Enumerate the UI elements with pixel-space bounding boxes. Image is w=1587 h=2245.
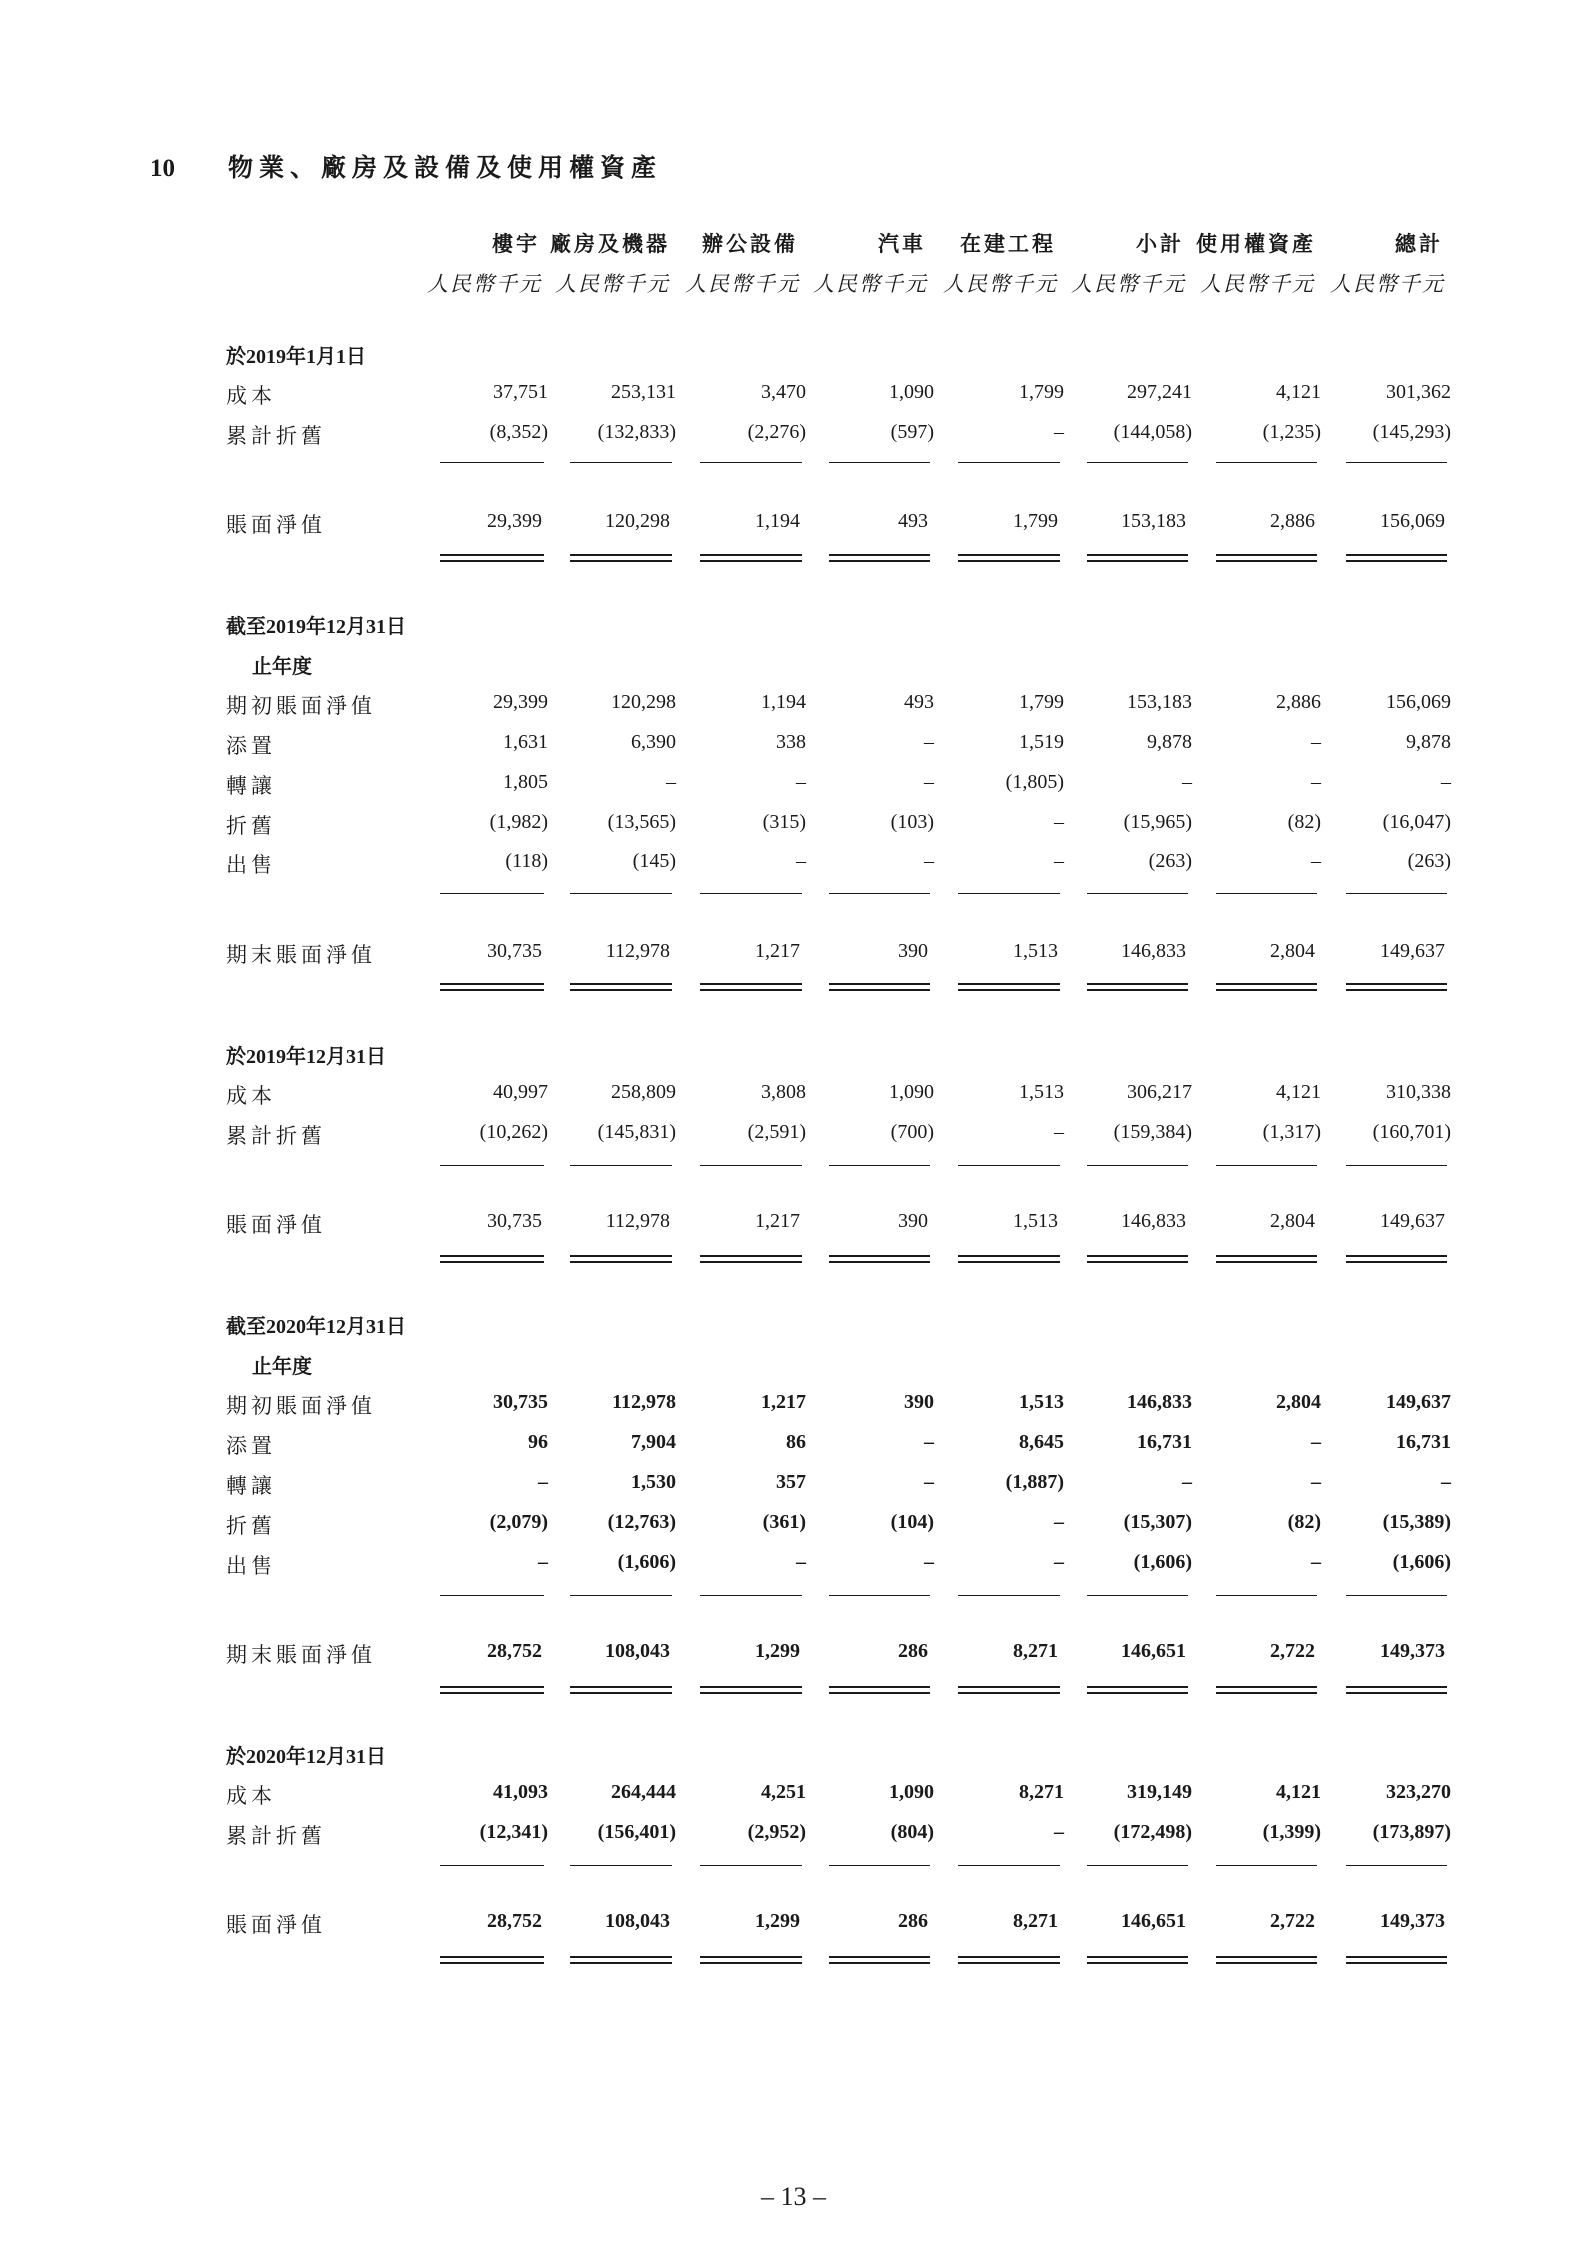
table-cell: –: [1054, 1121, 1064, 1143]
table-cell: –: [1054, 421, 1064, 443]
table-cell: 4,251: [761, 1781, 806, 1803]
table-cell: 493: [904, 691, 934, 713]
table-cell: 8,271: [1019, 1781, 1064, 1803]
table-cell: 7,904: [631, 1431, 676, 1453]
row-label: 折舊: [226, 1514, 276, 1538]
subtotal-rule: [700, 1865, 802, 1866]
table-cell: 4,121: [1276, 381, 1321, 403]
total-cell: 286: [898, 1640, 928, 1662]
total-cell: 1,299: [755, 1910, 800, 1932]
column-unit: 人民幣千元: [943, 272, 1058, 296]
table-cell: (700): [890, 1121, 934, 1143]
section-title: 於2019年12月31日: [226, 1046, 386, 1068]
table-cell: (145): [632, 850, 676, 872]
total-cell: 153,183: [1121, 510, 1186, 532]
table-cell: 1,090: [889, 1781, 934, 1803]
subtotal-rule: [570, 1165, 672, 1166]
table-cell: (1,805): [1005, 771, 1064, 793]
double-rule: [440, 1255, 544, 1263]
table-cell: (263): [1148, 850, 1192, 872]
table-cell: (8,352): [489, 421, 548, 443]
total-cell: 493: [898, 510, 928, 532]
table-cell: (2,276): [747, 421, 806, 443]
total-cell: 390: [898, 940, 928, 962]
subtotal-rule: [700, 1165, 802, 1166]
total-cell: 30,735: [487, 940, 542, 962]
table-cell: –: [1311, 1471, 1321, 1493]
row-label: 成本: [226, 1784, 276, 1808]
double-rule: [570, 1255, 672, 1263]
subtotal-rule: [440, 1595, 544, 1596]
table-cell: –: [924, 1471, 934, 1493]
double-rule: [700, 1255, 802, 1263]
table-cell: 1,799: [1019, 691, 1064, 713]
total-cell: 149,637: [1380, 1210, 1445, 1232]
row-label: 累計折舊: [226, 424, 326, 448]
table-cell: (144,058): [1113, 421, 1192, 443]
double-rule: [958, 1255, 1060, 1263]
table-cell: –: [1311, 850, 1321, 872]
total-cell: 149,373: [1380, 1640, 1445, 1662]
table-cell: (2,591): [747, 1121, 806, 1143]
double-rule: [440, 554, 544, 562]
double-rule: [1216, 983, 1317, 991]
table-cell: (1,606): [1133, 1551, 1192, 1573]
total-cell: 286: [898, 1910, 928, 1932]
table-cell: (1,317): [1262, 1121, 1321, 1143]
subtotal-rule: [1087, 893, 1188, 894]
double-rule: [1346, 554, 1447, 562]
double-rule: [958, 983, 1060, 991]
table-cell: –: [538, 1471, 548, 1493]
table-cell: (1,235): [1262, 421, 1321, 443]
column-unit: 人民幣千元: [1200, 272, 1315, 296]
subtotal-rule: [1346, 1165, 1447, 1166]
table-cell: 1,090: [889, 381, 934, 403]
double-rule: [958, 1686, 1060, 1694]
section-subtitle: 止年度: [252, 656, 312, 678]
double-rule: [570, 554, 672, 562]
double-rule: [1216, 1255, 1317, 1263]
table-cell: 4,121: [1276, 1081, 1321, 1103]
column-header: 總計: [1395, 232, 1443, 256]
table-cell: 112,978: [612, 1391, 676, 1413]
table-cell: –: [796, 1551, 806, 1573]
table-cell: 2,804: [1276, 1391, 1321, 1413]
double-rule: [1346, 1686, 1447, 1694]
table-cell: –: [924, 771, 934, 793]
table-cell: 8,645: [1019, 1431, 1064, 1453]
total-cell: 1,217: [755, 1210, 800, 1232]
table-cell: 301,362: [1386, 381, 1451, 403]
subtotal-rule: [958, 1865, 1060, 1866]
double-rule: [1087, 983, 1188, 991]
subtotal-rule: [958, 462, 1060, 463]
table-cell: 1,513: [1019, 1391, 1064, 1413]
total-cell: 2,886: [1270, 510, 1315, 532]
subtotal-rule: [829, 893, 930, 894]
double-rule: [1346, 1956, 1447, 1964]
subtotal-rule: [440, 462, 544, 463]
table-cell: (263): [1407, 850, 1451, 872]
total-cell: 2,722: [1270, 1910, 1315, 1932]
section-title: 於2019年1月1日: [226, 346, 366, 368]
table-cell: 1,530: [631, 1471, 676, 1493]
table-cell: (12,341): [479, 1821, 548, 1843]
table-cell: –: [1054, 1821, 1064, 1843]
subtotal-rule: [1087, 462, 1188, 463]
table-cell: (103): [890, 811, 934, 833]
double-rule: [700, 1686, 802, 1694]
column-header: 汽車: [878, 232, 926, 256]
row-label: 添置: [226, 734, 276, 758]
table-cell: –: [538, 1551, 548, 1573]
subtotal-rule: [1216, 462, 1317, 463]
table-cell: (15,389): [1382, 1511, 1451, 1533]
table-cell: 319,149: [1127, 1781, 1192, 1803]
total-cell: 1,799: [1013, 510, 1058, 532]
double-rule: [1087, 1686, 1188, 1694]
table-cell: 297,241: [1127, 381, 1192, 403]
total-cell: 146,833: [1121, 940, 1186, 962]
table-cell: (15,307): [1123, 1511, 1192, 1533]
double-rule: [1216, 1956, 1317, 1964]
row-label: 期末賬面淨值: [226, 943, 376, 967]
table-cell: 1,799: [1019, 381, 1064, 403]
column-header: 小計: [1136, 232, 1184, 256]
table-cell: 1,805: [503, 771, 548, 793]
total-cell: 2,804: [1270, 1210, 1315, 1232]
total-cell: 8,271: [1013, 1910, 1058, 1932]
double-rule: [1087, 554, 1188, 562]
subtotal-rule: [700, 462, 802, 463]
table-cell: (159,384): [1113, 1121, 1192, 1143]
double-rule: [1087, 1255, 1188, 1263]
row-label: 期末賬面淨值: [226, 1643, 376, 1667]
table-cell: (160,701): [1372, 1121, 1451, 1143]
subtotal-rule: [1087, 1165, 1188, 1166]
total-cell: 30,735: [487, 1210, 542, 1232]
table-cell: (2,079): [489, 1511, 548, 1533]
double-rule: [1216, 1686, 1317, 1694]
subtotal-rule: [440, 893, 544, 894]
table-cell: 149,637: [1386, 1391, 1451, 1413]
table-cell: (156,401): [597, 1821, 676, 1843]
subtotal-rule: [1346, 1595, 1447, 1596]
total-cell: 1,299: [755, 1640, 800, 1662]
double-rule: [440, 1956, 544, 1964]
table-cell: 1,513: [1019, 1081, 1064, 1103]
subtotal-rule: [570, 462, 672, 463]
table-cell: 86: [786, 1431, 806, 1453]
subtotal-rule: [1087, 1595, 1188, 1596]
section-title: 於2020年12月31日: [226, 1746, 386, 1768]
row-label: 折舊: [226, 814, 276, 838]
table-cell: 40,997: [493, 1081, 548, 1103]
subtotal-rule: [1216, 1165, 1317, 1166]
table-cell: 1,217: [761, 1391, 806, 1413]
table-cell: 253,131: [611, 381, 676, 403]
note-title: 物業、廠房及設備及使用權資產: [228, 155, 663, 182]
row-label: 賬面淨值: [226, 1213, 326, 1237]
table-cell: 3,808: [761, 1081, 806, 1103]
subtotal-rule: [1346, 1865, 1447, 1866]
subtotal-rule: [958, 1595, 1060, 1596]
subtotal-rule: [958, 1165, 1060, 1166]
subtotal-rule: [700, 893, 802, 894]
total-cell: 1,513: [1013, 1210, 1058, 1232]
table-cell: –: [1054, 1551, 1064, 1573]
table-cell: –: [1054, 1511, 1064, 1533]
page-number: – 13 –: [761, 2182, 826, 2211]
row-label: 轉讓: [226, 774, 276, 798]
total-cell: 149,637: [1380, 940, 1445, 962]
table-cell: –: [924, 1431, 934, 1453]
table-cell: 1,519: [1019, 731, 1064, 753]
table-cell: (132,833): [597, 421, 676, 443]
double-rule: [1087, 1956, 1188, 1964]
table-cell: (82): [1287, 1511, 1321, 1533]
table-cell: –: [1441, 771, 1451, 793]
total-cell: 2,722: [1270, 1640, 1315, 1662]
table-cell: (104): [890, 1511, 934, 1533]
double-rule: [570, 983, 672, 991]
total-cell: 146,651: [1121, 1640, 1186, 1662]
table-cell: 29,399: [493, 691, 548, 713]
table-cell: (118): [505, 850, 548, 872]
table-cell: –: [1311, 1551, 1321, 1573]
double-rule: [1216, 554, 1317, 562]
total-cell: 120,298: [605, 510, 670, 532]
double-rule: [700, 554, 802, 562]
total-cell: 108,043: [605, 1640, 670, 1662]
table-cell: 264,444: [611, 1781, 676, 1803]
table-cell: (173,897): [1372, 1821, 1451, 1843]
row-label: 期初賬面淨值: [226, 694, 376, 718]
row-label: 成本: [226, 384, 276, 408]
table-cell: –: [924, 731, 934, 753]
total-cell: 146,833: [1121, 1210, 1186, 1232]
column-unit: 人民幣千元: [685, 272, 800, 296]
table-cell: (10,262): [479, 1121, 548, 1143]
table-cell: 2,886: [1276, 691, 1321, 713]
table-cell: (82): [1287, 811, 1321, 833]
row-label: 成本: [226, 1084, 276, 1108]
total-cell: 1,513: [1013, 940, 1058, 962]
table-cell: –: [666, 771, 676, 793]
table-cell: 96: [528, 1431, 548, 1453]
table-cell: 357: [776, 1471, 806, 1493]
subtotal-rule: [829, 1595, 930, 1596]
table-cell: 310,338: [1386, 1081, 1451, 1103]
subtotal-rule: [1216, 1865, 1317, 1866]
row-label: 轉讓: [226, 1474, 276, 1498]
subtotal-rule: [829, 1165, 930, 1166]
table-cell: 120,298: [611, 691, 676, 713]
row-label: 賬面淨值: [226, 513, 326, 537]
subtotal-rule: [829, 462, 930, 463]
table-cell: –: [1182, 1471, 1192, 1493]
subtotal-rule: [700, 1595, 802, 1596]
column-unit: 人民幣千元: [1330, 272, 1445, 296]
table-cell: 41,093: [493, 1781, 548, 1803]
subtotal-rule: [829, 1865, 930, 1866]
table-cell: 258,809: [611, 1081, 676, 1103]
row-label: 期初賬面淨值: [226, 1394, 376, 1418]
table-cell: (315): [762, 811, 806, 833]
double-rule: [958, 554, 1060, 562]
double-rule: [829, 1255, 930, 1263]
section-title: 截至2020年12月31日: [226, 1316, 406, 1338]
total-cell: 108,043: [605, 1910, 670, 1932]
table-cell: –: [1311, 731, 1321, 753]
note-heading: [150, 148, 662, 184]
column-unit: 人民幣千元: [813, 272, 928, 296]
total-cell: 1,217: [755, 940, 800, 962]
table-cell: (1,606): [1392, 1551, 1451, 1573]
double-rule: [570, 1956, 672, 1964]
double-rule: [829, 1686, 930, 1694]
table-cell: –: [1182, 771, 1192, 793]
double-rule: [829, 983, 930, 991]
table-cell: 338: [776, 731, 806, 753]
row-label: 添置: [226, 1434, 276, 1458]
table-cell: 30,735: [493, 1391, 548, 1413]
table-cell: (12,763): [607, 1511, 676, 1533]
column-header: 辦公設備: [702, 232, 798, 256]
table-cell: (172,498): [1113, 1821, 1192, 1843]
table-cell: 1,090: [889, 1081, 934, 1103]
total-cell: 156,069: [1380, 510, 1445, 532]
table-cell: –: [924, 1551, 934, 1573]
subtotal-rule: [570, 1595, 672, 1596]
table-cell: (361): [762, 1511, 806, 1533]
table-cell: (1,887): [1005, 1471, 1064, 1493]
total-cell: 29,399: [487, 510, 542, 532]
double-rule: [958, 1956, 1060, 1964]
section-title: 截至2019年12月31日: [226, 616, 406, 638]
table-cell: –: [924, 850, 934, 872]
table-cell: –: [1441, 1471, 1451, 1493]
table-cell: 9,878: [1147, 731, 1192, 753]
table-cell: (1,606): [617, 1551, 676, 1573]
total-cell: 1,194: [755, 510, 800, 532]
subtotal-rule: [440, 1165, 544, 1166]
table-cell: (597): [890, 421, 934, 443]
table-cell: 156,069: [1386, 691, 1451, 713]
table-cell: 1,631: [503, 731, 548, 753]
table-cell: 3,470: [761, 381, 806, 403]
column-unit: 人民幣千元: [555, 272, 670, 296]
double-rule: [440, 983, 544, 991]
row-label: 累計折舊: [226, 1824, 326, 1848]
table-cell: –: [796, 850, 806, 872]
total-cell: 112,978: [605, 940, 670, 962]
table-cell: –: [1054, 850, 1064, 872]
table-cell: –: [1311, 771, 1321, 793]
table-cell: 16,731: [1396, 1431, 1451, 1453]
table-cell: 6,390: [631, 731, 676, 753]
double-rule: [700, 1956, 802, 1964]
subtotal-rule: [1087, 1865, 1188, 1866]
row-label: 出售: [226, 1554, 276, 1578]
table-cell: 306,217: [1127, 1081, 1192, 1103]
subtotal-rule: [1346, 462, 1447, 463]
total-cell: 2,804: [1270, 940, 1315, 962]
total-cell: 390: [898, 1210, 928, 1232]
table-cell: 323,270: [1386, 1781, 1451, 1803]
double-rule: [1346, 983, 1447, 991]
subtotal-rule: [958, 893, 1060, 894]
table-cell: 16,731: [1137, 1431, 1192, 1453]
row-label: 累計折舊: [226, 1124, 326, 1148]
column-unit: 人民幣千元: [1071, 272, 1186, 296]
table-cell: 9,878: [1406, 731, 1451, 753]
row-label: 出售: [226, 853, 276, 877]
subtotal-rule: [1216, 893, 1317, 894]
row-label: 賬面淨值: [226, 1913, 326, 1937]
column-header: 在建工程: [960, 232, 1056, 256]
total-cell: 146,651: [1121, 1910, 1186, 1932]
table-cell: –: [796, 771, 806, 793]
subtotal-rule: [570, 1865, 672, 1866]
subtotal-rule: [440, 1865, 544, 1866]
column-header: 使用權資產: [1196, 232, 1316, 256]
table-cell: (13,565): [607, 811, 676, 833]
table-cell: (2,952): [747, 1821, 806, 1843]
table-cell: 1,194: [761, 691, 806, 713]
column-unit: 人民幣千元: [427, 272, 542, 296]
total-cell: 28,752: [487, 1640, 542, 1662]
double-rule: [829, 1956, 930, 1964]
table-cell: (145,293): [1372, 421, 1451, 443]
total-cell: 112,978: [605, 1210, 670, 1232]
table-cell: –: [1054, 811, 1064, 833]
column-header: 廠房及機器: [550, 232, 670, 256]
note-number: 10: [150, 155, 175, 182]
double-rule: [829, 554, 930, 562]
section-subtitle: 止年度: [252, 1356, 312, 1378]
table-cell: 153,183: [1127, 691, 1192, 713]
subtotal-rule: [570, 893, 672, 894]
table-cell: 37,751: [493, 381, 548, 403]
double-rule: [440, 1686, 544, 1694]
table-cell: 146,833: [1127, 1391, 1192, 1413]
subtotal-rule: [1346, 893, 1447, 894]
total-cell: 28,752: [487, 1910, 542, 1932]
double-rule: [1346, 1255, 1447, 1263]
total-cell: 149,373: [1380, 1910, 1445, 1932]
column-header: 樓宇: [492, 232, 540, 256]
subtotal-rule: [1216, 1595, 1317, 1596]
double-rule: [700, 983, 802, 991]
table-cell: –: [1311, 1431, 1321, 1453]
table-cell: (1,982): [489, 811, 548, 833]
table-cell: (145,831): [597, 1121, 676, 1143]
table-cell: (804): [890, 1821, 934, 1843]
total-cell: 8,271: [1013, 1640, 1058, 1662]
table-cell: (15,965): [1123, 811, 1192, 833]
table-cell: 390: [904, 1391, 934, 1413]
table-cell: 4,121: [1276, 1781, 1321, 1803]
table-cell: (1,399): [1262, 1821, 1321, 1843]
table-cell: (16,047): [1382, 811, 1451, 833]
double-rule: [570, 1686, 672, 1694]
